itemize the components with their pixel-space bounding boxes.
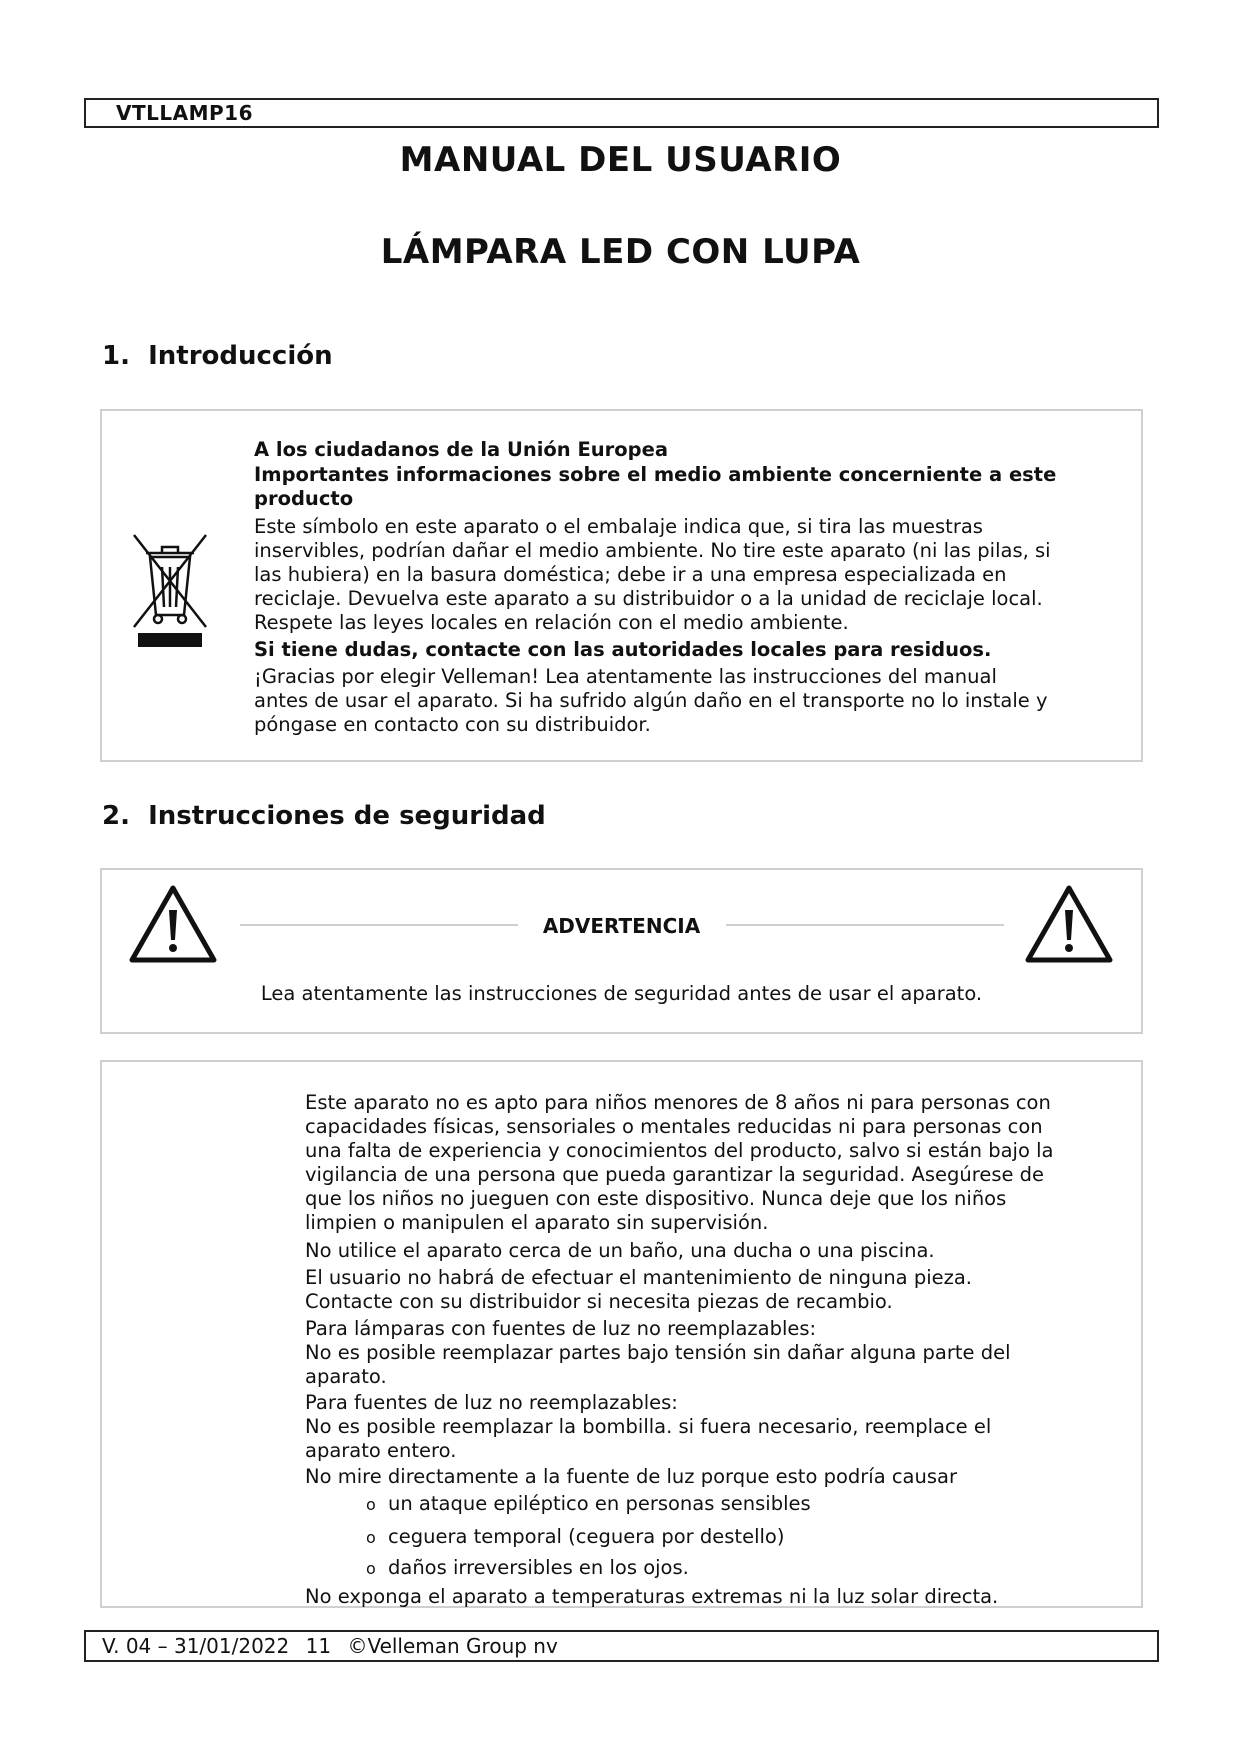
list-item (366, 1525, 784, 1548)
safety-paragraph-6: No mire directamente a la fuente de luz porque esto podría causar (305, 1465, 957, 1488)
text-line: Para fuentes de luz no reemplazables: (305, 1391, 678, 1414)
safety-box (100, 1060, 1143, 1608)
safety-paragraph-2: No utilice el aparato cerca de un baño, una ducha o una piscina. (305, 1239, 935, 1262)
list-item (366, 1556, 689, 1579)
text-line: Este símbolo en este aparato o el embalaje indica que, si tira las muestras (254, 515, 983, 538)
text-line: No es posible reemplazar la bombilla. si fuera necesario, reemplace el (305, 1415, 992, 1438)
safety-paragraph-7: No exponga el aparato a temperaturas extremas ni la luz solar directa. (305, 1585, 999, 1608)
section-intro-heading (102, 341, 333, 371)
bullet-marker: o (366, 1495, 376, 1514)
header-model: VTLLAMP16 (84, 98, 1159, 128)
text-line: una falta de experiencia y conocimientos del producto, salvo si están bajo la (305, 1139, 1054, 1162)
warning-box (100, 868, 1143, 1034)
safety-paragraph-4 (305, 1317, 1011, 1389)
text-line: No es posible reemplazar partes bajo tensión sin dañar alguna parte del (305, 1341, 1011, 1364)
section-title: Instrucciones de seguridad (148, 801, 546, 831)
text-line: Este aparato no es apto para niños menores de 8 años ni para personas con (305, 1091, 1051, 1114)
bullet-marker: o (366, 1559, 376, 1578)
section-number: 2. (102, 801, 130, 831)
text-line: que los niños no jueguen con este dispositivo. Nunca deje que los niños (305, 1187, 1007, 1210)
text-line: antes de usar el aparato. Si ha sufrido algún daño en el transporte no lo instale y (254, 689, 1048, 712)
text-line: El usuario no habrá de efectuar el mantenimiento de ninguna pieza. (305, 1266, 972, 1289)
text-line: vigilancia de una persona que pueda garantizar la seguridad. Asegúrese de (305, 1163, 1045, 1186)
section-title: Introducción (148, 341, 333, 371)
text-line: reciclaje. Devuelva este aparato a su distribuidor o a la unidad de reciclaje local. (254, 587, 1043, 610)
eu-body (254, 515, 1051, 635)
footer-version: V. 04 – 31/01/2022 (102, 1634, 290, 1658)
list-item-text: daños irreversibles en los ojos. (388, 1556, 689, 1579)
text-line: limpien o manipulen el aparato sin supervisión. (305, 1211, 769, 1234)
eu-thanks (254, 665, 1048, 737)
text-line: Contacte con su distribuidor si necesita piezas de recambio. (305, 1290, 893, 1313)
wheelie-bin-crossed-icon (128, 529, 212, 649)
safety-paragraph-1 (305, 1091, 1053, 1235)
text-line: Importantes informaciones sobre el medio ambiente concerniente a este (254, 463, 1057, 486)
eu-subheading (254, 463, 1056, 511)
list-item-text: un ataque epiléptico en personas sensibles (388, 1492, 811, 1515)
text-line: las hubiera) en la basura doméstica; debe ir a una empresa especializada en (254, 563, 1007, 586)
text-line: póngase en contacto con su distribuidor. (254, 713, 651, 736)
eu-heading: A los ciudadanos de la Unión Europea (254, 438, 669, 461)
section-number: 1. (102, 341, 130, 371)
warning-title: ADVERTENCIA (542, 914, 701, 938)
eu-notice-box (100, 409, 1143, 762)
list-item (366, 1492, 811, 1515)
safety-paragraph-3 (305, 1266, 972, 1314)
text-line: producto (254, 487, 354, 510)
footer-copyright: ©Velleman Group nv (347, 1634, 558, 1658)
product-title: LÁMPARA LED CON LUPA (380, 232, 861, 272)
warning-text: Lea atentamente las instrucciones de seguridad antes de usar el aparato. (260, 982, 983, 1005)
text-line: inservibles, podrían dañar el medio ambiente. No tire este aparato (ni las pilas, si (254, 539, 1051, 562)
divider (726, 924, 1004, 926)
warning-triangle-icon (1024, 884, 1114, 964)
text-line: aparato. (305, 1365, 387, 1388)
eu-bold-note: Si tiene dudas, contacte con las autoridades locales para residuos. (254, 638, 992, 661)
safety-paragraph-5 (305, 1391, 991, 1463)
manual-title: MANUAL DEL USUARIO (399, 140, 842, 180)
section-safety-heading (102, 801, 546, 831)
footer (84, 1630, 1159, 1662)
bullet-marker: o (366, 1528, 376, 1547)
text-line: capacidades físicas, sensoriales o mentales reducidas ni para personas con (305, 1115, 1043, 1138)
text-line: ¡Gracias por elegir Velleman! Lea atentamente las instrucciones del manual (254, 665, 997, 688)
text-line: aparato entero. (305, 1439, 457, 1462)
text-line: Para lámparas con fuentes de luz no reemplazables: (305, 1317, 817, 1340)
footer-page-number: 11 (305, 1634, 332, 1658)
list-item-text: ceguera temporal (ceguera por destello) (388, 1525, 785, 1548)
text-line: Respete las leyes locales en relación con el medio ambiente. (254, 611, 849, 634)
